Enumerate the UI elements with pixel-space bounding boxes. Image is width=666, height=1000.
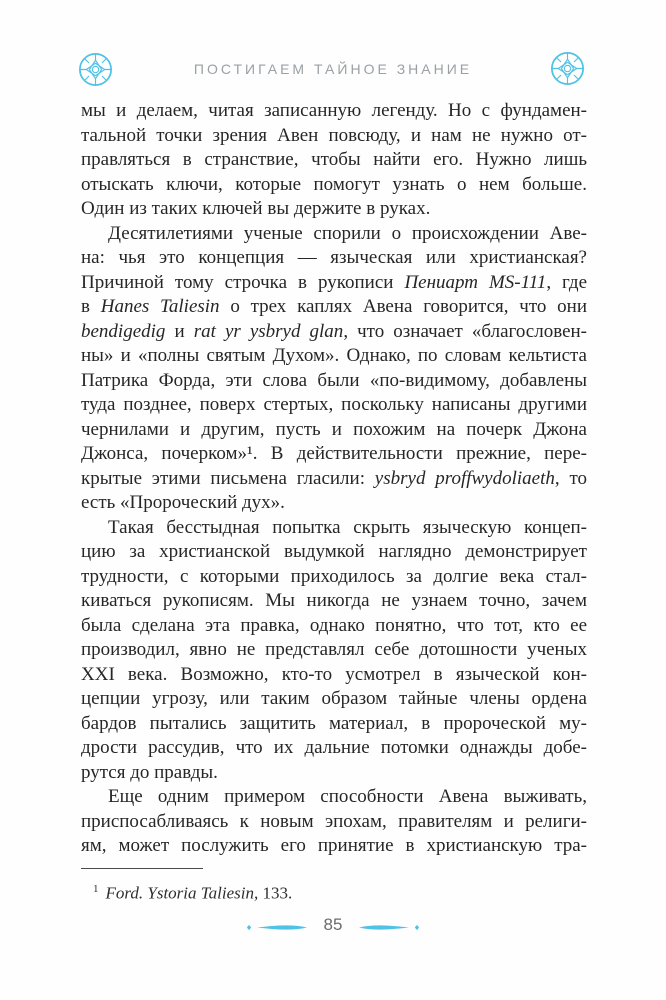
text-line: чернилами и другим, пусть и похожим на почерк Джона: [81, 418, 587, 440]
text-line: отыскать ключи, которые помогут узнать о нем больше.: [81, 173, 587, 195]
page-footer: [0, 915, 666, 935]
text-line: Один из таких ключей вы держите в руках.: [81, 198, 431, 219]
footnote-page-ref: 133.: [258, 883, 293, 903]
page-number: 85: [323, 915, 343, 934]
text-line: Джонса, почерком»¹. В действительности прежние, пере-: [81, 443, 587, 464]
text-line: в Hanes Taliesin о трех каплях Авена говорится, что они: [81, 296, 587, 317]
text-line: дрости рассудив, что их дальние потомки однажды добе-: [81, 737, 587, 758]
text-line: Такая бесстыдная попытка скрыть языческую концеп-: [108, 516, 587, 538]
rosette-ornament-icon: [549, 50, 586, 87]
right-flourish-icon: [356, 920, 420, 931]
left-flourish-icon: [246, 920, 310, 931]
footnote-source: Ford. Ystoria Taliesin,: [105, 883, 259, 903]
text-line: есть «Пророческий дух».: [81, 492, 285, 513]
text-line: ны» и «полны святым Духом». Однако, по словам кельтиста: [81, 345, 587, 366]
text-line: рутся до правды.: [81, 761, 218, 783]
text-line: правляться в странствие, чтобы найти его. Нужно лишь: [81, 149, 587, 170]
text-line: крытые этими письмена гласили: ysbryd proffwydoliaeth, то: [81, 467, 587, 489]
text-line: киваться рукописям. Мы никогда не узнаем точно, зачем: [81, 590, 587, 611]
text-line: ям, может послужить его принятие в христианскую тра-: [81, 835, 587, 856]
text-line: цепции угрозу, или таким образом тайные члены ордена: [81, 688, 587, 709]
text-line: Еще одним примером способности Авена выживать,: [108, 786, 587, 807]
paragraph: [81, 785, 587, 859]
paragraph: [81, 99, 587, 222]
paragraph: [81, 516, 587, 786]
text-line: цию за христианской выдумкой наглядно демонстрирует: [81, 541, 587, 562]
footnote-separator: [81, 868, 203, 869]
text-line: бардов пытались защитить материал, в пророческой му-: [81, 712, 587, 734]
text-line: мы и делаем, читая записанную легенду. Но с фундамен-: [81, 100, 587, 121]
text-line: тальной точки зрения Авен повсюду, и нам не нужно от-: [81, 124, 587, 146]
footnote: [93, 878, 573, 905]
running-head-title: ПОСТИГАЕМ ТАЙНОЕ ЗНАНИЕ: [193, 61, 473, 77]
text-line: Десятилетиями ученые спорили о происхождении Аве-: [108, 222, 587, 244]
text-line: производил, явно не представлял себе дотошности ученых: [81, 639, 587, 660]
text-line: Причиной тому строчка в рукописи Пениарт MS-111, где: [81, 271, 587, 293]
text-block: [81, 99, 587, 859]
text-line: на: чья это концепция — языческая или христианская?: [81, 247, 587, 268]
text-line: XXI века. Возможно, кто-то усмотрел в языческой кон-: [81, 663, 587, 685]
text-line: приспосабливаясь к новым эпохам, правителям и религи-: [81, 810, 587, 832]
text-line: Патрика Форда, эти слова были «по-видимому, добавлены: [81, 369, 587, 391]
text-line: была сделана эта правка, однако понятно, что тот, кто ее: [81, 614, 587, 636]
text-line: трудности, с которыми приходилось за долгие века стал-: [81, 565, 587, 587]
text-line: туда позднее, поверх стертых, поскольку написаны другими: [81, 394, 587, 415]
footnote-marker: 1: [93, 883, 99, 895]
paragraph: [81, 222, 587, 516]
text-line: bendigedig и rat yr ysbryd glan, что означает «благословен-: [81, 320, 587, 342]
